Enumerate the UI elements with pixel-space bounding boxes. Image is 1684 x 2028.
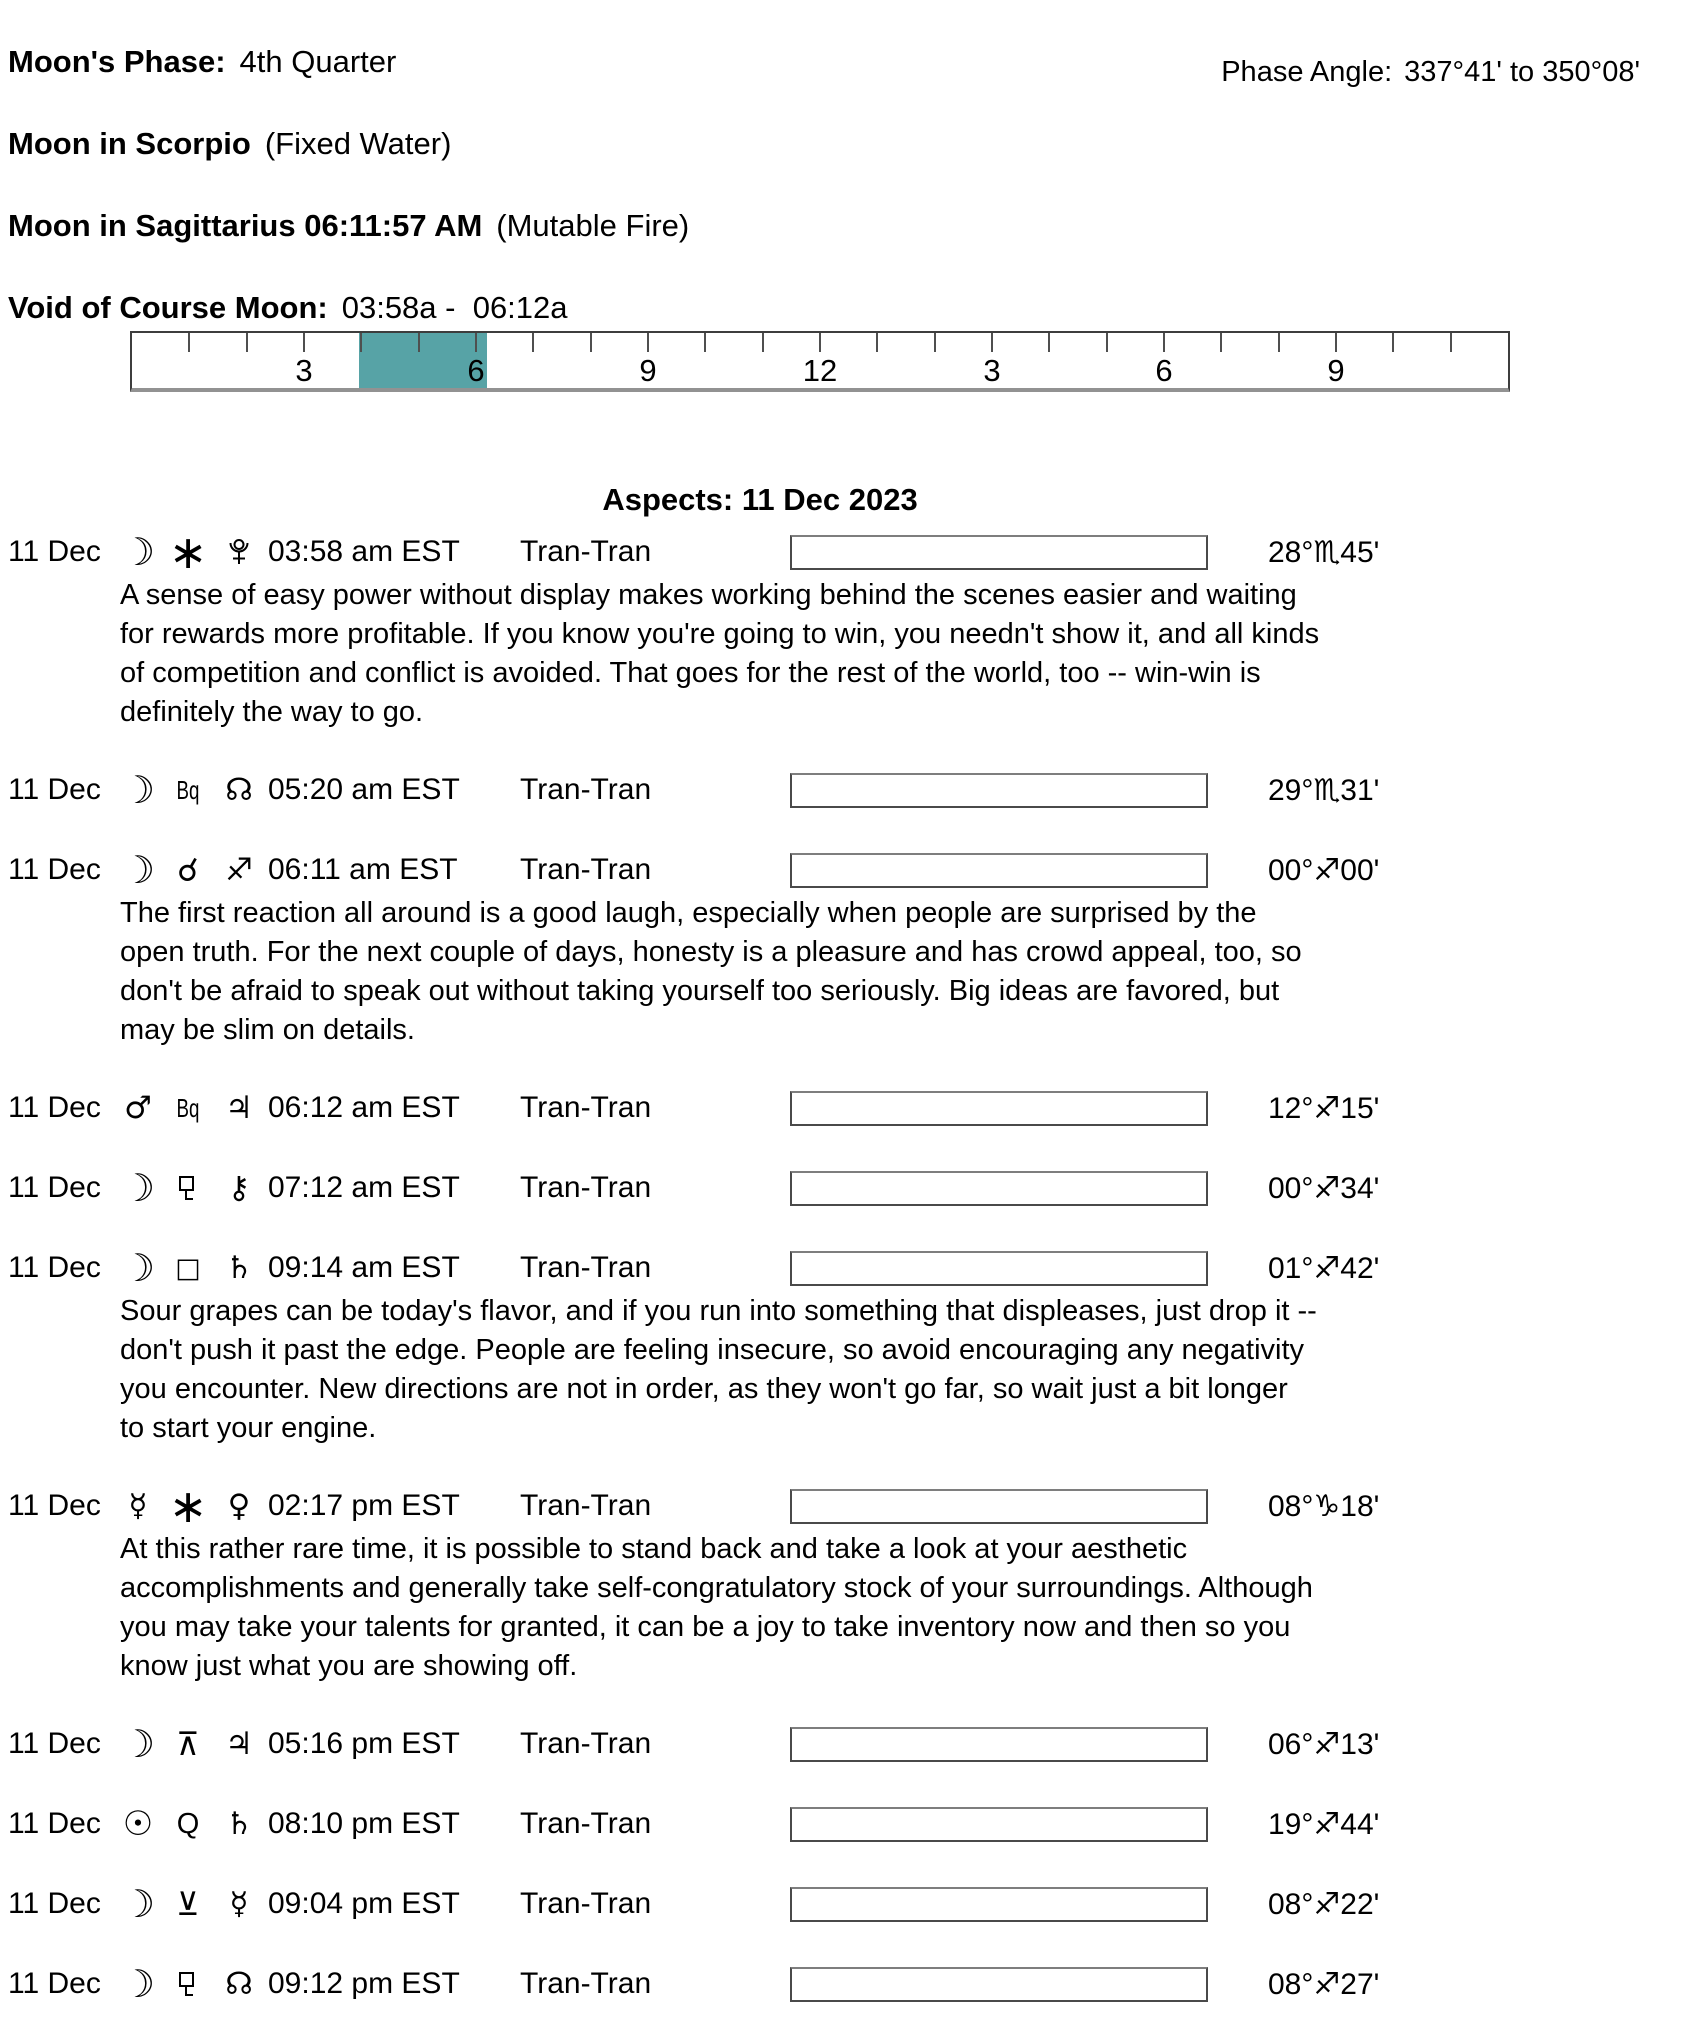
aspect-body1 (112, 848, 164, 892)
aspect-date: 11 Dec (8, 853, 101, 886)
aspect-body1 (112, 1246, 164, 1290)
aspect-chart-type: Tran-Tran (520, 853, 652, 886)
aspect-row (0, 768, 1684, 812)
aspect-description: Sour grapes can be today's flavor, and if you run into something that displeases, just drop it -- don't push it past the edge. People are feeling insecure, so avoid encouraging any negativity you encounter. New directions are not in order, as they won't go far, so wait just a bit longer to start your engine. (120, 1295, 1317, 1444)
aspect-body1 (112, 1882, 164, 1926)
sesquiquadrate-symbol (178, 1175, 198, 1202)
aspect-body2 (212, 1166, 266, 1210)
aspect-body2 (212, 1962, 266, 2006)
aspect-body1 (112, 1802, 164, 1846)
aspect-date: 11 Dec (8, 1251, 101, 1284)
aspect-date: 11 Dec (8, 1967, 101, 2000)
aspect-position: 00°♐34' (1268, 1171, 1380, 1205)
hour-label: 6 (1155, 353, 1173, 388)
aspect-body1 (112, 1962, 164, 2006)
aspect-chart-type: Tran-Tran (520, 1251, 652, 1284)
aspect-type-symbol (163, 1722, 213, 1766)
moon-symbol: ☽ (120, 1166, 156, 1210)
aspect-strength-bar (790, 1251, 1208, 1286)
biquintile-symbol: Bq (176, 1093, 200, 1123)
aspect-type-symbol (163, 848, 213, 892)
aspect-type-symbol (163, 1246, 213, 1290)
moon-symbol: ☽ (120, 1962, 156, 2006)
moon-sign-line-2 (8, 208, 1684, 246)
voc-timeline-ruler (130, 331, 1510, 392)
aspect-type-symbol (163, 1166, 213, 1210)
aspect-strength-bar (790, 535, 1208, 570)
aspect-description: The first reaction all around is a good laugh, especially when people are surprised by the open truth. For the next couple of days, honesty is a pleasure and has crowd appeal, too, so don't be afraid to speak out without taking yourself too seriously. Big ideas are favored, but may be slim on details. (120, 897, 1302, 1046)
aspect-chart-type: Tran-Tran (520, 1807, 652, 1840)
aspect-date: 11 Dec (8, 1807, 101, 1840)
aspect-body2 (212, 1246, 266, 1290)
aspect-chart-type: Tran-Tran (520, 1887, 652, 1920)
moon-in-sagittarius-note: (Mutable Fire) (496, 208, 690, 243)
aspect-date: 11 Dec (8, 1091, 101, 1124)
aspect-row (0, 1722, 1684, 1766)
aspect-body1 (112, 1086, 164, 1130)
hour-tick (762, 333, 764, 352)
moons-phase-label: Moon's Phase: (8, 44, 226, 79)
aspect-time: 07:12 am EST (268, 1171, 460, 1204)
aspect-strength-bar (790, 1171, 1208, 1206)
aspect-row (0, 1802, 1684, 1846)
aspect-position: 12°♐15' (1268, 1091, 1380, 1125)
hour-tick (1335, 333, 1337, 352)
hour-tick (1220, 333, 1222, 352)
aspect-body2 (212, 1086, 266, 1130)
hour-label: 9 (639, 353, 657, 388)
pluto-symbol (228, 537, 250, 567)
moon-in-scorpio-note: (Fixed Water) (264, 126, 452, 161)
hour-label: 9 (1327, 353, 1345, 388)
sagittarius-sign-symbol: ♐ (225, 851, 253, 888)
hour-tick (1392, 333, 1394, 352)
aspect-chart-type: Tran-Tran (520, 535, 652, 568)
aspect-type-symbol (163, 1086, 213, 1130)
aspect-body2 (212, 1722, 266, 1766)
aspect-strength-bar (790, 1967, 1208, 2002)
hour-tick (1106, 333, 1108, 352)
north-node-symbol: ☊ (225, 771, 253, 808)
moon-symbol: ☽ (120, 530, 156, 574)
sun-symbol: ☉ (122, 1804, 154, 1844)
phase-angle-label: Phase Angle: (1221, 56, 1393, 88)
aspects-title: Aspects: 11 Dec 2023 (602, 482, 918, 517)
quincunx-symbol: ⊼ (176, 1725, 200, 1763)
aspect-position: 28°♏45' (1268, 535, 1380, 569)
aspect-time: 05:16 pm EST (268, 1727, 460, 1760)
phase-angle-value: 337°41' to 350°08' (1404, 56, 1640, 88)
void-of-course-line (8, 290, 1684, 328)
moon-in-scorpio-label: Moon in Scorpio (8, 126, 251, 161)
aspect-body2 (212, 848, 266, 892)
square-symbol: □ (175, 1252, 201, 1284)
aspect-time: 03:58 am EST (268, 535, 460, 568)
aspect-body1 (112, 1166, 164, 1210)
hour-tick (418, 333, 420, 352)
aspect-row (0, 1479, 1684, 1533)
hour-tick (819, 333, 821, 352)
aspect-body1 (112, 530, 164, 574)
aspect-chart-type: Tran-Tran (520, 773, 652, 806)
aspect-type-symbol (163, 1962, 213, 2006)
aspect-description: A sense of easy power without display makes working behind the scenes easier and waiting for rewards more profitable. If you know you're going to win, you needn't show it, and all kinds of competition and conflict is avoided. That goes for the rest of the world, too -- win-win is definitely the way to go. (120, 579, 1320, 728)
aspect-body2 (212, 1484, 266, 1528)
aspect-strength-bar (790, 853, 1208, 888)
aspect-body1 (112, 1484, 164, 1528)
aspect-body2 (212, 1802, 266, 1846)
jupiter-symbol: ♃ (225, 1089, 253, 1126)
north-node-symbol: ☊ (225, 1965, 253, 2002)
jupiter-symbol: ♃ (225, 1725, 253, 1762)
aspect-chart-type: Tran-Tran (520, 1727, 652, 1760)
void-of-course-value: 03:58a - 06:12a (341, 290, 568, 325)
hour-label: 3 (295, 353, 313, 388)
aspect-description: At this rather rare time, it is possible to stand back and take a look at your aesthetic accomplishments and generally take self-congratulatory stock of your surroundings. Although you may take your talents for granted, it can be a joy to take inventory now and then so you know just what you are showing off. (120, 1533, 1313, 1682)
aspect-position: 00°♐00' (1268, 853, 1380, 887)
conjunction-symbol: ☌ (177, 851, 199, 889)
chiron-symbol: ⚷ (227, 1169, 251, 1206)
hour-tick (1450, 333, 1452, 352)
aspect-position: 08°♑18' (1268, 1489, 1380, 1523)
hour-label: 3 (983, 353, 1001, 388)
aspect-body1 (112, 768, 164, 812)
hour-tick (704, 333, 706, 352)
aspect-body1 (112, 1722, 164, 1766)
aspect-date: 11 Dec (8, 1727, 101, 1760)
aspect-time: 02:17 pm EST (268, 1489, 460, 1522)
hour-tick (876, 333, 878, 352)
sesquiquadrate-symbol (178, 1971, 198, 1998)
aspect-strength-bar (790, 1807, 1208, 1842)
hour-tick (1048, 333, 1050, 352)
hour-tick (991, 333, 993, 352)
aspect-position: 29°♏31' (1268, 773, 1380, 807)
hour-tick (1163, 333, 1165, 352)
aspect-strength-bar (790, 773, 1208, 808)
aspect-row (0, 1962, 1684, 2006)
moon-in-sagittarius-label: Moon in Sagittarius 06:11:57 AM (8, 208, 483, 243)
hour-tick (532, 333, 534, 352)
mercury-symbol: ☿ (128, 1487, 148, 1524)
hour-tick (188, 333, 190, 352)
aspect-position: 08°♐22' (1268, 1887, 1380, 1921)
mars-symbol: ♂ (124, 1089, 152, 1126)
moons-phase-value: 4th Quarter (239, 44, 397, 79)
aspect-chart-type: Tran-Tran (520, 1967, 652, 2000)
mercury-symbol: ☿ (229, 1885, 249, 1922)
aspect-time: 09:14 am EST (268, 1251, 460, 1284)
moon-symbol: ☽ (120, 1246, 156, 1290)
aspect-position: 08°♐27' (1268, 1967, 1380, 2001)
aspect-type-symbol (163, 1802, 213, 1846)
moon-symbol: ☽ (120, 768, 156, 812)
moon-sign-line-1 (8, 126, 1684, 164)
hour-tick (1278, 333, 1280, 352)
aspect-body2 (212, 530, 266, 574)
aspect-row (0, 525, 1684, 579)
aspect-strength-bar (790, 1091, 1208, 1126)
hour-tick (475, 333, 477, 352)
aspect-strength-bar (790, 1489, 1208, 1524)
sextile-symbol: ∗ (168, 525, 208, 579)
aspect-position: 01°♐42' (1268, 1251, 1380, 1285)
hour-tick (246, 333, 248, 352)
venus-symbol: ♀ (227, 1487, 251, 1524)
aspect-date: 11 Dec (8, 1887, 101, 1920)
aspect-date: 11 Dec (8, 535, 101, 568)
aspect-body2 (212, 1882, 266, 1926)
saturn-symbol: ♄ (225, 1249, 253, 1286)
aspect-chart-type: Tran-Tran (520, 1171, 652, 1204)
void-of-course-label: Void of Course Moon: (8, 290, 328, 325)
aspect-row (0, 1086, 1684, 1130)
aspect-position: 06°♐13' (1268, 1727, 1380, 1761)
moon-symbol: ☽ (120, 1722, 156, 1766)
semisextile-symbol: ⊻ (176, 1885, 200, 1923)
moon-symbol: ☽ (120, 848, 156, 892)
moon-symbol: ☽ (120, 1882, 156, 1926)
aspect-time: 06:11 am EST (268, 853, 458, 886)
hour-tick (647, 333, 649, 352)
aspect-time: 08:10 pm EST (268, 1807, 460, 1840)
quintile-symbol: Q (176, 1807, 200, 1840)
aspect-date: 11 Dec (8, 1171, 101, 1204)
hour-label: 6 (467, 353, 485, 388)
aspect-time: 05:20 am EST (268, 773, 460, 806)
saturn-symbol: ♄ (225, 1805, 253, 1842)
aspects-list (0, 525, 1684, 2006)
aspect-type-symbol (163, 525, 213, 579)
aspect-chart-type: Tran-Tran (520, 1091, 652, 1124)
hour-tick (303, 333, 305, 352)
aspect-type-symbol (163, 1882, 213, 1926)
aspect-chart-type: Tran-Tran (520, 1489, 652, 1522)
hour-label: 12 (802, 353, 838, 388)
sextile-symbol: ∗ (168, 1479, 208, 1533)
aspect-body2 (212, 768, 266, 812)
phase-angle (1221, 56, 1640, 89)
aspect-strength-bar (790, 1727, 1208, 1762)
hour-tick (590, 333, 592, 352)
aspect-row (0, 848, 1684, 892)
aspect-type-symbol (163, 768, 213, 812)
aspect-date: 11 Dec (8, 1489, 101, 1522)
aspect-row (0, 1166, 1684, 1210)
aspect-time: 09:12 pm EST (268, 1967, 460, 2000)
aspect-time: 06:12 am EST (268, 1091, 460, 1124)
aspect-time: 09:04 pm EST (268, 1887, 460, 1920)
aspect-type-symbol (163, 1479, 213, 1533)
hour-tick (934, 333, 936, 352)
aspect-strength-bar (790, 1887, 1208, 1922)
aspect-row (0, 1882, 1684, 1926)
aspect-row (0, 1246, 1684, 1290)
hour-tick (360, 333, 362, 352)
aspect-date: 11 Dec (8, 773, 101, 806)
biquintile-symbol: Bq (176, 775, 200, 805)
aspect-position: 19°♐44' (1268, 1807, 1380, 1841)
